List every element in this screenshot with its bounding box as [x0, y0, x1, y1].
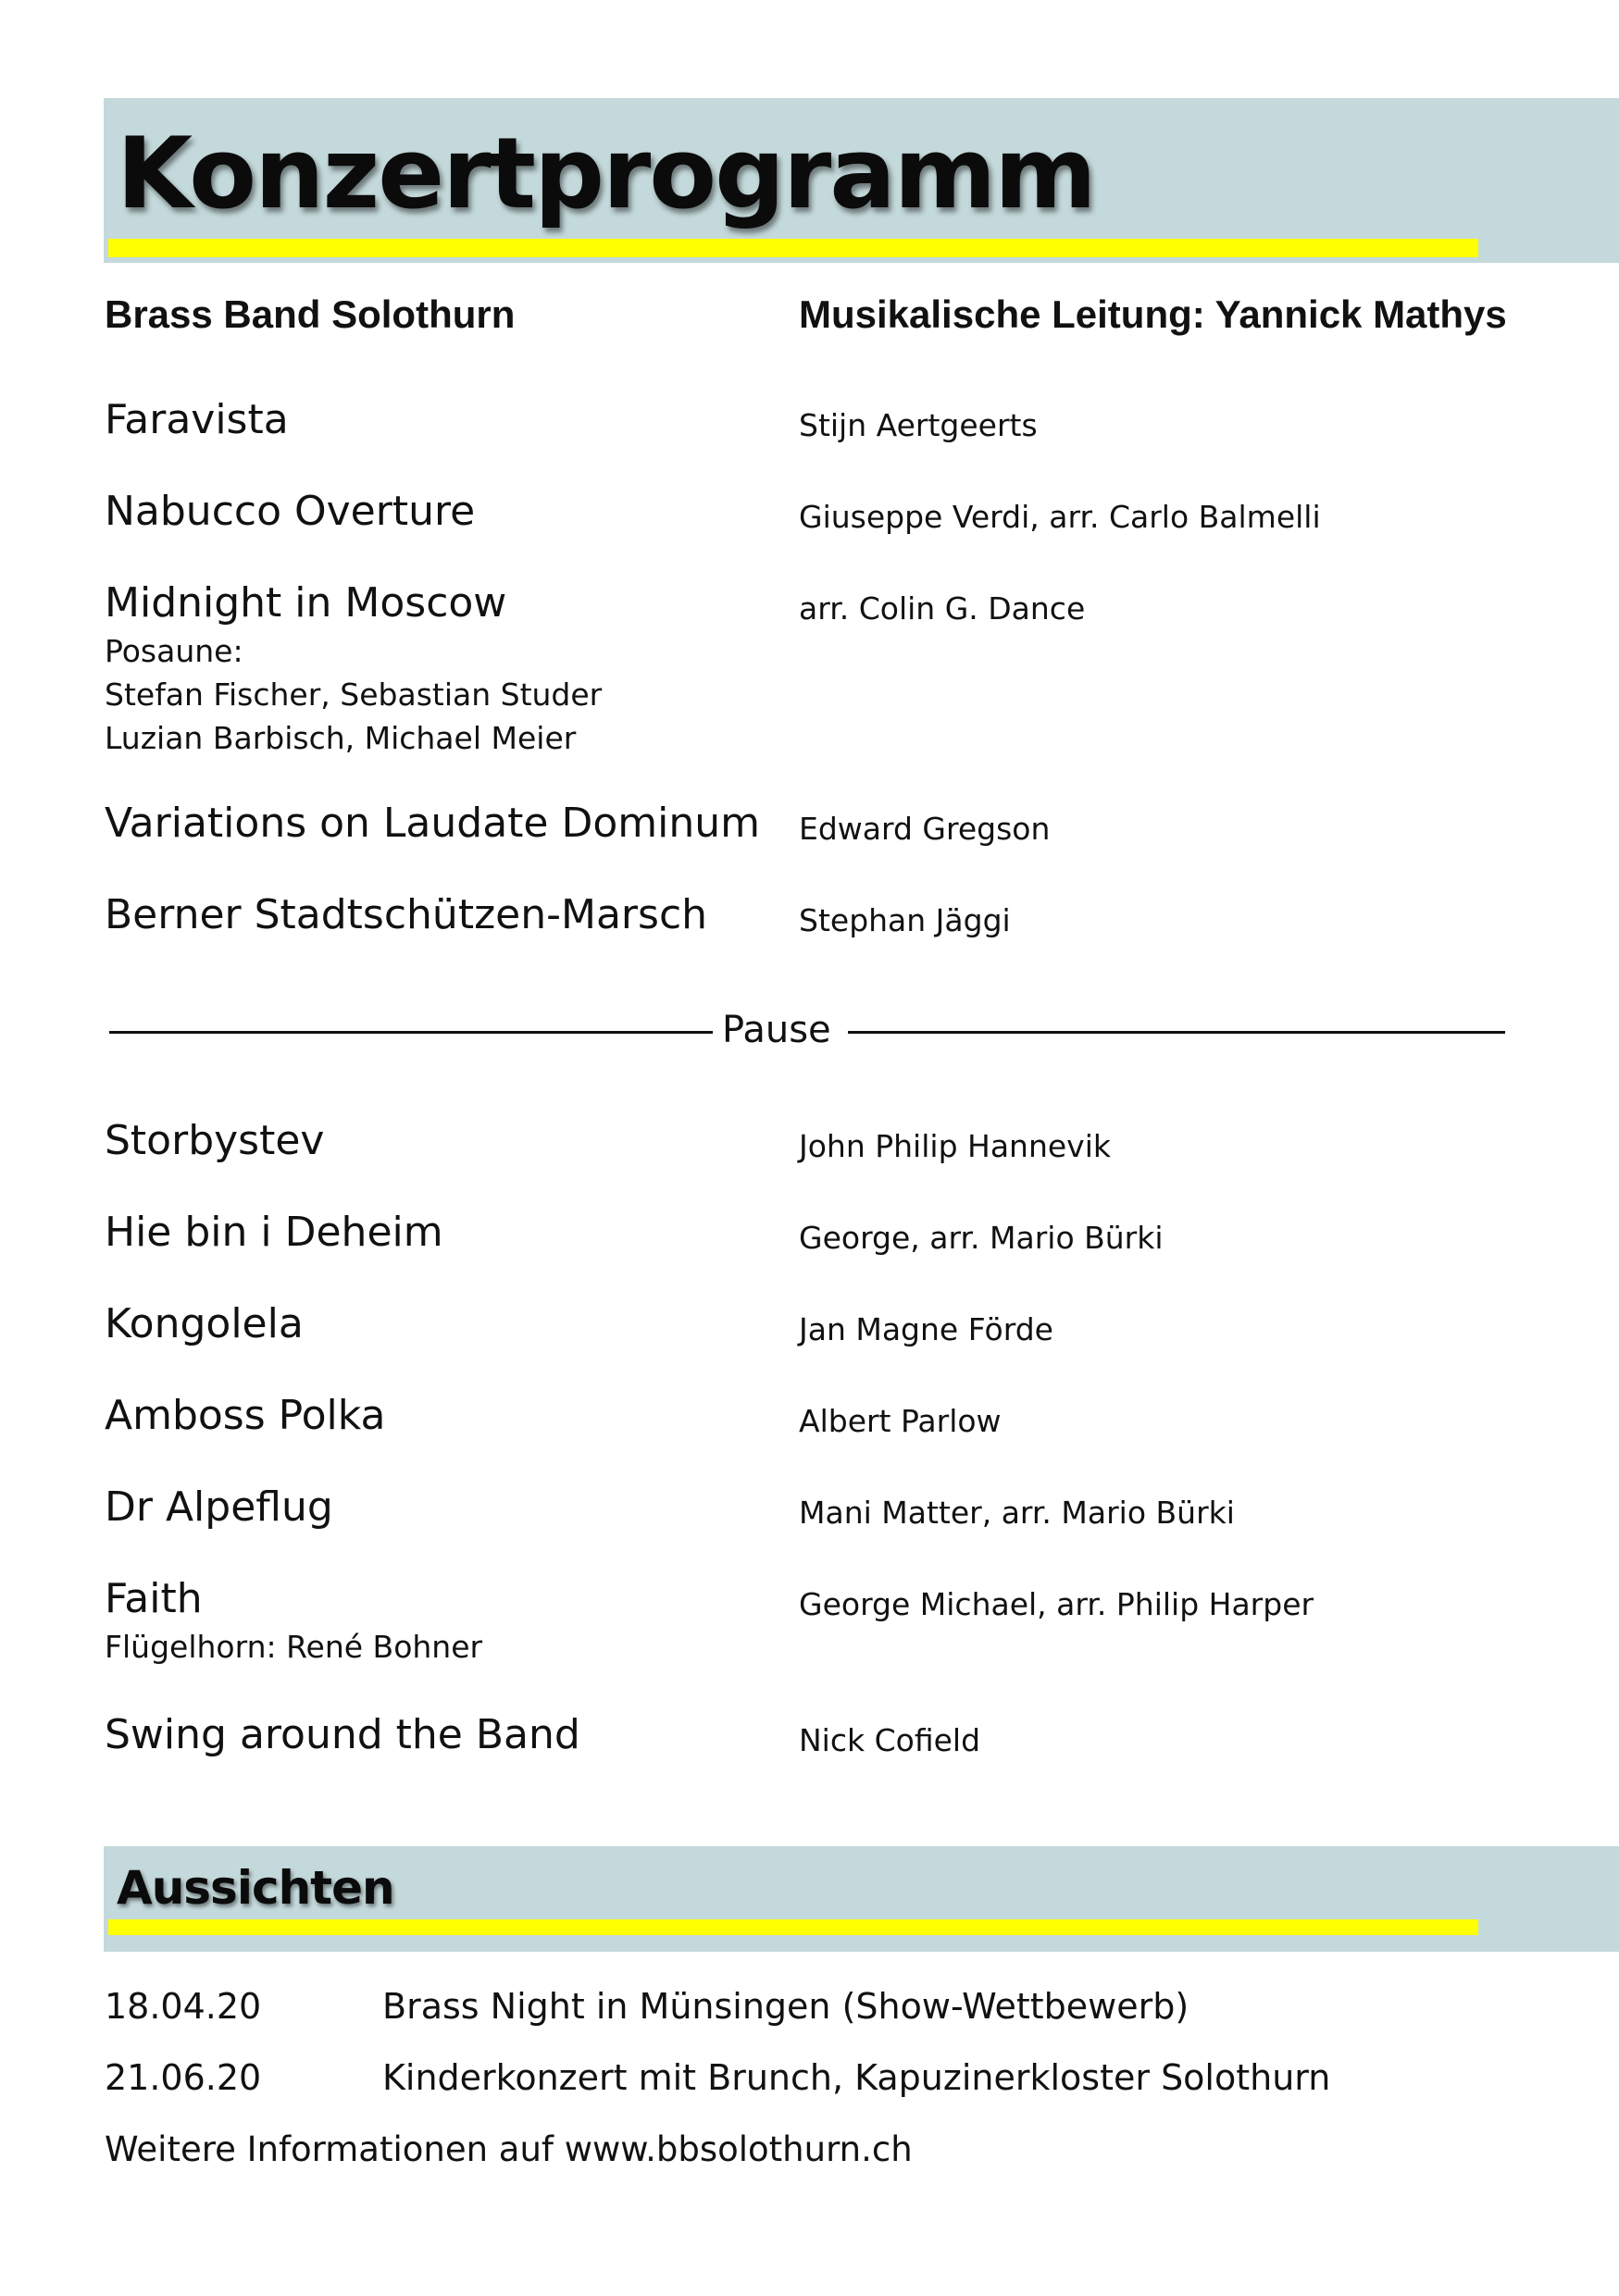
page-title: Konzertprogramm: [117, 117, 1095, 230]
soloist-line: Flügelhorn: René Bohner: [105, 1629, 483, 1665]
piece-title: Variations on Laudate Dominum: [105, 800, 760, 847]
title-banner: [104, 98, 1619, 263]
pause-divider: [109, 1004, 1507, 1056]
piece-composer: arr. Colin G. Dance: [799, 590, 1086, 627]
event-description: Kinderkonzert mit Brunch, Kapuzinerkloster Solothurn: [382, 2057, 1331, 2098]
piece-title: Amboss Polka: [105, 1392, 386, 1439]
piece-title: Dr Alpeflug: [105, 1483, 333, 1531]
piece-composer: John Philip Hannevik: [799, 1128, 1111, 1164]
piece-title: Hie bin i Deheim: [105, 1209, 443, 1256]
band-name: Brass Band Solothurn: [105, 292, 516, 336]
piece-composer: Edward Gregson: [799, 811, 1051, 847]
piece-title: Storbystev: [105, 1117, 325, 1164]
event-date: 18.04.20: [105, 1986, 262, 2027]
piece-composer: Stijn Aertgeerts: [799, 407, 1038, 443]
musical-direction: Musikalische Leitung: Yannick Mathys: [799, 292, 1507, 336]
outlook-banner: [104, 1846, 1619, 1952]
footer-info: Weitere Informationen auf www.bbsolothurn.ch: [105, 2129, 913, 2169]
piece-title: Midnight in Moscow: [105, 579, 507, 627]
piece-composer: Nick Cofield: [799, 1722, 981, 1758]
piece-composer: Giuseppe Verdi, arr. Carlo Balmelli: [799, 499, 1321, 535]
event-date: 21.06.20: [105, 2057, 262, 2098]
event-description: Brass Night in Münsingen (Show-Wettbewerb): [382, 1986, 1189, 2027]
piece-composer: George, arr. Mario Bürki: [799, 1220, 1164, 1256]
piece-title: Faravista: [105, 396, 289, 443]
divider-line-right: [848, 1031, 1505, 1034]
divider-line-left: [109, 1031, 713, 1034]
soloist-line: Posaune:: [105, 633, 243, 669]
piece-title: Faith: [105, 1575, 203, 1622]
piece-composer: Jan Magne Förde: [799, 1311, 1053, 1347]
piece-title: Berner Stadtschützen-Marsch: [105, 891, 708, 938]
piece-title: Nabucco Overture: [105, 488, 476, 535]
piece-title: Kongolela: [105, 1300, 304, 1347]
soloist-line: Stefan Fischer, Sebastian Studer: [105, 676, 603, 713]
soloist-line: Luzian Barbisch, Michael Meier: [105, 720, 577, 756]
piece-composer: Stephan Jäggi: [799, 902, 1011, 938]
outlook-underline: [108, 1919, 1478, 1935]
pause-label: Pause: [722, 1009, 831, 1051]
piece-composer: George Michael, arr. Philip Harper: [799, 1586, 1314, 1622]
title-underline: [108, 239, 1478, 257]
piece-title: Swing around the Band: [105, 1711, 580, 1758]
piece-composer: Mani Matter, arr. Mario Bürki: [799, 1495, 1235, 1531]
outlook-title: Aussichten: [117, 1861, 394, 1915]
piece-composer: Albert Parlow: [799, 1403, 1002, 1439]
